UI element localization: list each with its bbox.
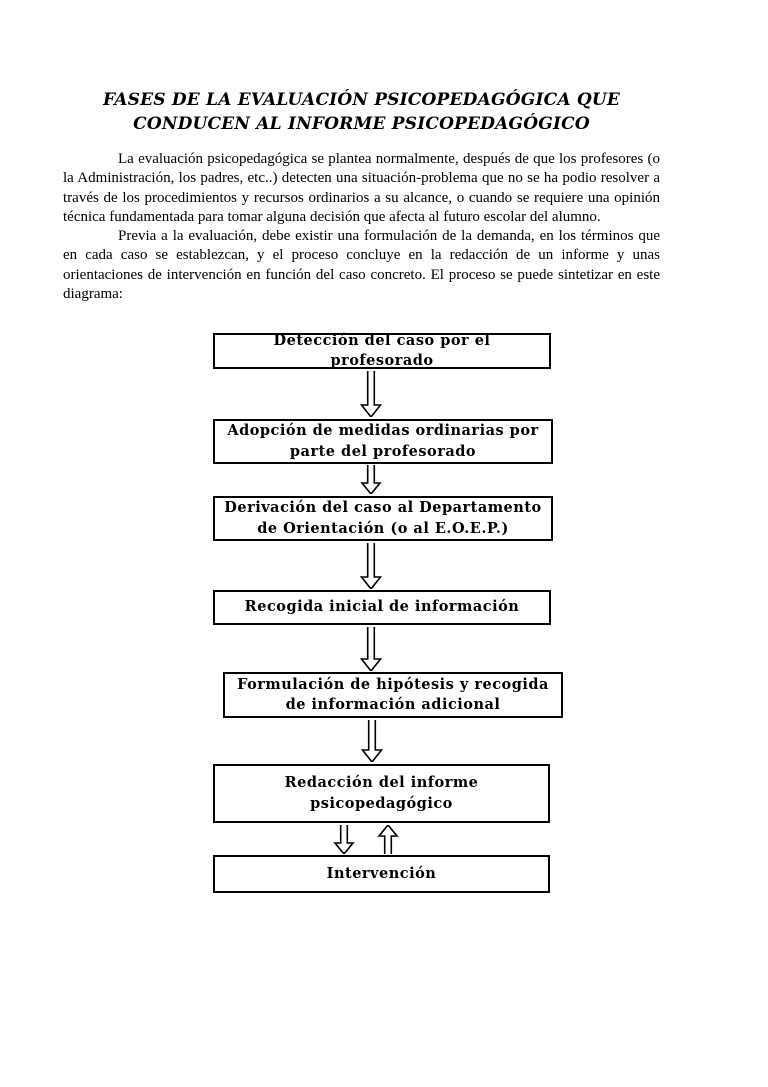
flow-arrow-up-icon — [375, 825, 401, 854]
flow-box-intervencion — [213, 855, 550, 893]
page-title-line-1: FASES DE LA EVALUACIÓN PSICOPEDAGÓGICA QUE — [102, 90, 621, 110]
flow-box-derivacion — [213, 496, 553, 541]
flow-box-formulacion — [223, 672, 563, 718]
flow-arrow-down-icon — [358, 627, 384, 671]
flow-box-label: Redacción del informe psicopedagógico — [284, 774, 479, 812]
flow-box-label: Detección del caso por el profesorado — [273, 331, 491, 369]
flow-box-label: Intervención — [326, 864, 437, 882]
flow-box-label: Derivación del caso al Departamento de Orientación (o al E.O.E.P.) — [224, 499, 542, 537]
flow-box-label: Recogida inicial de información — [244, 598, 520, 616]
flow-box-adopcion — [213, 419, 553, 464]
flow-box-recogida — [213, 590, 551, 625]
flow-box-label: Formulación de hipótesis y recogida de información adicional — [237, 675, 549, 713]
flow-arrow-down-icon — [358, 465, 384, 494]
flow-box-redaccion — [213, 764, 550, 823]
page-title-line-2: CONDUCEN AL INFORME PSICOPEDAGÓGICO — [133, 114, 590, 134]
flow-arrow-down-icon — [331, 825, 357, 854]
intro-text — [63, 150, 660, 304]
paragraph-2: Previa a la evaluación, debe existir una formulación de la demanda, en los términos que en cada caso se establezcan, y el proceso concluye en la redacción de un informe y unas orientaciones de intervención en función del caso concreto. El proceso se puede sintetizar en este diagrama: — [63, 228, 660, 303]
flow-box-deteccion — [213, 333, 551, 369]
flow-arrow-down-icon — [359, 720, 385, 762]
paragraph-1: La evaluación psicopedagógica se plantea normalmente, después de que los profesores (o la Administración, los padres, etc..) detecten una situación-problema que no se ha podio resolver a través de los procedimientos y recursos ordinarios a su alcance, o cuando se requiere una opinión técnica fundamentada para tomar alguna decisión que afecta al futuro escolar del alumno. — [63, 151, 660, 225]
flow-arrow-down-icon — [358, 371, 384, 417]
flow-arrow-down-icon — [358, 543, 384, 589]
page-title — [63, 88, 660, 136]
flow-box-label: Adopción de medidas ordinarias por parte del profesorado — [227, 422, 539, 460]
